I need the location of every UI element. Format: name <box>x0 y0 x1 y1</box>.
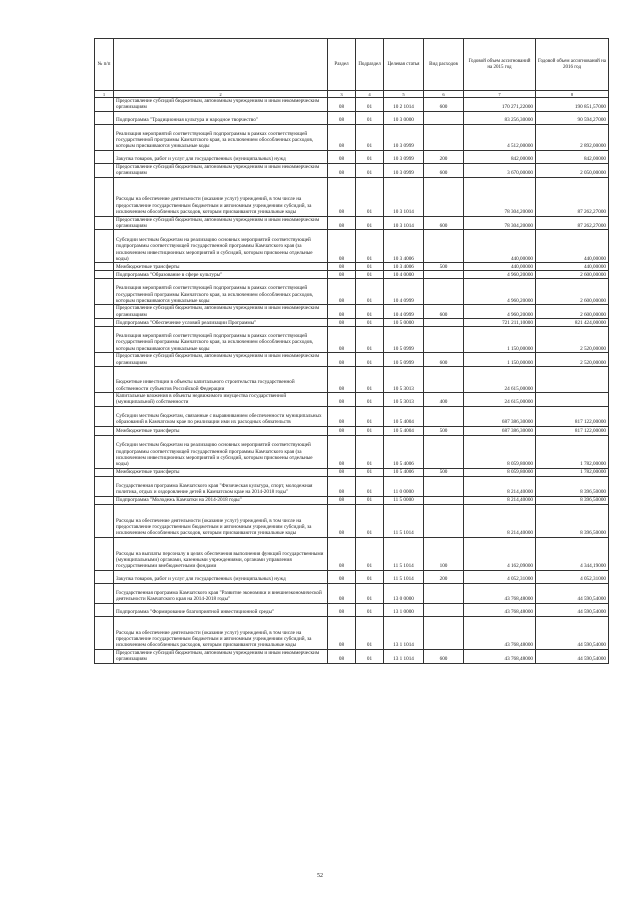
row-name-cell: Предоставление субсидий бюджетным, автономным учреждениям и иным некоммерческим организациям <box>114 649 328 663</box>
row-name-cell: Предоставление субсидий бюджетным, автономным учреждениям и иным некоммерческим организациям <box>114 353 328 367</box>
row-name-cell: Субсидии местным бюджетам на реализацию основных мероприятий соответствующей подпрограммы соответствующей государственной программы Камчатского края (за исключением инвестиционных мероприятий и субсидий, которым присвоены отдельные коды) <box>114 435 328 468</box>
row-2015-cell: 842,00000 <box>464 150 536 163</box>
row-vid-cell: 600 <box>424 353 464 367</box>
row-num-cell <box>95 124 114 150</box>
row-podrazdel-cell: 01 <box>356 271 384 279</box>
row-razdel-cell: 08 <box>328 163 356 177</box>
row-vid-cell: 600 <box>424 98 464 112</box>
table-row <box>95 649 609 663</box>
row-vid-cell <box>424 319 464 327</box>
row-razdel-cell: 08 <box>328 616 356 649</box>
row-podrazdel-cell: 01 <box>356 216 384 230</box>
row-vid-cell <box>424 406 464 426</box>
row-vid-cell <box>424 111 464 124</box>
row-2016-cell: 44 590,54000 <box>536 603 609 616</box>
row-num-cell <box>95 570 114 583</box>
row-num-cell <box>95 163 114 177</box>
row-podrazdel-cell: 01 <box>356 504 384 537</box>
row-razdel-cell: 08 <box>328 305 356 319</box>
row-tselevaya-cell: 10 4 0000 <box>384 271 424 279</box>
row-razdel-cell: 08 <box>328 327 356 353</box>
row-name-cell: Межбюджетные трансферты <box>114 263 328 271</box>
row-razdel-cell: 08 <box>328 468 356 476</box>
header-tselevaya: Целевая статья <box>384 39 424 91</box>
row-razdel-cell: 08 <box>328 111 356 124</box>
row-num-cell <box>95 649 114 663</box>
row-tselevaya-cell: 11 5 1014 <box>384 570 424 583</box>
row-2015-cell: 440,00000 <box>464 263 536 271</box>
row-razdel-cell: 08 <box>328 583 356 603</box>
row-name-cell: Реализация мероприятий соответствующей подпрограммы в рамках соответствующей государственной программы Камчатского края, за исключением обособленных расходов, которым присваиваются уникальные коды <box>114 279 328 305</box>
row-name-cell: Бюджетные инвестиции в объекты капитального строительства государственной собственности субъектов Российской Федерации <box>114 367 328 393</box>
row-2015-cell: 3 670,00000 <box>464 163 536 177</box>
row-tselevaya-cell: 13 1 1014 <box>384 616 424 649</box>
row-2015-cell: 440,00000 <box>464 230 536 263</box>
row-2016-cell: 190 851,57000 <box>536 98 609 112</box>
row-razdel-cell: 08 <box>328 279 356 305</box>
row-2015-cell: 78 304,20000 <box>464 177 536 216</box>
row-podrazdel-cell: 01 <box>356 98 384 112</box>
row-podrazdel-cell: 01 <box>356 537 384 570</box>
row-podrazdel-cell: 01 <box>356 263 384 271</box>
row-vid-cell <box>424 327 464 353</box>
table-row <box>95 279 609 305</box>
header-razdel: Раздел <box>328 39 356 91</box>
row-tselevaya-cell: 13 0 0000 <box>384 583 424 603</box>
row-podrazdel-cell: 01 <box>356 230 384 263</box>
row-vid-cell: 500 <box>424 263 464 271</box>
row-num-cell <box>95 603 114 616</box>
row-2016-cell: 2 050,00000 <box>536 163 609 177</box>
row-2015-cell: 8 059,80000 <box>464 435 536 468</box>
row-2016-cell: 8 396,50000 <box>536 476 609 496</box>
row-podrazdel-cell: 01 <box>356 468 384 476</box>
row-tselevaya-cell: 10 4 0999 <box>384 279 424 305</box>
table-row <box>95 504 609 537</box>
table-header-row <box>95 39 609 91</box>
row-vid-cell <box>424 367 464 393</box>
row-tselevaya-cell: 11 0 0000 <box>384 476 424 496</box>
row-2016-cell: 2 600,00000 <box>536 279 609 305</box>
row-vid-cell: 500 <box>424 468 464 476</box>
row-podrazdel-cell: 01 <box>356 406 384 426</box>
row-name-cell: Расходы на обеспечение деятельности (оказание услуг) учреждений, в том числе на предоставление государственным бюджетным и автономным учреждениям субсидий, за исключением обособленных расходов, которым присваиваются уникальные коды <box>114 504 328 537</box>
row-podrazdel-cell: 01 <box>356 496 384 504</box>
column-number: 1 <box>95 91 114 98</box>
row-num-cell <box>95 435 114 468</box>
table-row <box>95 305 609 319</box>
header-2015: Годовой объем ассигнований на 2015 год <box>464 39 536 91</box>
row-vid-cell <box>424 476 464 496</box>
column-number: 8 <box>536 91 609 98</box>
row-num-cell <box>95 111 114 124</box>
row-num-cell <box>95 279 114 305</box>
row-tselevaya-cell: 10 3 1014 <box>384 177 424 216</box>
row-vid-cell: 600 <box>424 649 464 663</box>
row-2016-cell: 2 600,00000 <box>536 271 609 279</box>
row-razdel-cell: 08 <box>328 150 356 163</box>
row-vid-cell: 200 <box>424 150 464 163</box>
row-tselevaya-cell: 13 1 0000 <box>384 603 424 616</box>
row-2016-cell: 817 122,00000 <box>536 406 609 426</box>
row-vid-cell <box>424 435 464 468</box>
row-razdel-cell: 08 <box>328 504 356 537</box>
row-vid-cell <box>424 124 464 150</box>
table-row <box>95 177 609 216</box>
column-number: 5 <box>384 91 424 98</box>
row-name-cell: Предоставление субсидий бюджетным, автономным учреждениям и иным некоммерческим организациям <box>114 98 328 112</box>
row-tselevaya-cell: 11 5 1014 <box>384 537 424 570</box>
table-row <box>95 367 609 393</box>
row-2016-cell: 87 262,27000 <box>536 216 609 230</box>
row-vid-cell <box>424 603 464 616</box>
row-2015-cell: 687 386,30000 <box>464 406 536 426</box>
row-vid-cell: 200 <box>424 570 464 583</box>
row-razdel-cell: 08 <box>328 263 356 271</box>
row-2015-cell: 4 960,20000 <box>464 271 536 279</box>
row-vid-cell: 600 <box>424 163 464 177</box>
row-2015-cell: 43 768,48000 <box>464 583 536 603</box>
row-num-cell <box>95 327 114 353</box>
row-podrazdel-cell: 01 <box>356 111 384 124</box>
row-2016-cell: 4 344,19000 <box>536 537 609 570</box>
row-num-cell <box>95 476 114 496</box>
row-name-cell: Государственная программа Камчатского края "Развитие экономики и внешнеэкономической деятельности Камчатского края на 2014-2018 годы" <box>114 583 328 603</box>
row-2016-cell: 4 052,31000 <box>536 570 609 583</box>
row-podrazdel-cell: 01 <box>356 353 384 367</box>
table-row <box>95 319 609 327</box>
row-2015-cell: 8 059,80000 <box>464 468 536 476</box>
table-row <box>95 616 609 649</box>
row-vid-cell <box>424 271 464 279</box>
row-2015-cell: 8 214,40000 <box>464 496 536 504</box>
row-2015-cell: 43 768,48000 <box>464 603 536 616</box>
table-row <box>95 537 609 570</box>
header-name <box>114 39 328 91</box>
row-name-cell: Субсидии местным бюджетам, связанные с выравниванием обеспеченности муниципальных образований в Камчатском крае по реализации ими их расходных обязательств <box>114 406 328 426</box>
row-2016-cell: 2 892,00000 <box>536 124 609 150</box>
table-row <box>95 393 609 407</box>
header-podrazdel: Подраздел <box>356 39 384 91</box>
row-podrazdel-cell: 01 <box>356 426 384 435</box>
row-podrazdel-cell: 01 <box>356 583 384 603</box>
row-2015-cell: 4 512,00000 <box>464 124 536 150</box>
row-2016-cell: 842,00000 <box>536 150 609 163</box>
row-num-cell <box>95 468 114 476</box>
table-row <box>95 98 609 112</box>
row-2016-cell: 2 520,00000 <box>536 327 609 353</box>
row-vid-cell <box>424 583 464 603</box>
row-razdel-cell: 08 <box>328 124 356 150</box>
row-podrazdel-cell: 01 <box>356 603 384 616</box>
table-row <box>95 570 609 583</box>
row-2015-cell: 8 214,40000 <box>464 504 536 537</box>
row-2015-cell: 24 615,00000 <box>464 367 536 393</box>
row-num-cell <box>95 583 114 603</box>
row-razdel-cell: 08 <box>328 570 356 583</box>
row-2016-cell: 44 590,54000 <box>536 616 609 649</box>
row-num-cell <box>95 504 114 537</box>
row-num-cell <box>95 353 114 367</box>
row-tselevaya-cell: 10 3 0999 <box>384 163 424 177</box>
row-2016-cell: 1 782,00000 <box>536 435 609 468</box>
row-2016-cell: 90 594,27000 <box>536 111 609 124</box>
row-podrazdel-cell: 01 <box>356 476 384 496</box>
row-name-cell: Расходы на выплаты персоналу в целях обеспечения выполнения функций государственными (муниципальными) органами, казенными учреждениями, органами управления государственными внебюджетными фондами <box>114 537 328 570</box>
row-razdel-cell: 08 <box>328 319 356 327</box>
row-num-cell <box>95 263 114 271</box>
row-vid-cell: 100 <box>424 537 464 570</box>
row-name-cell: Закупка товаров, работ и услуг для государственных (муниципальных) нужд <box>114 150 328 163</box>
row-num-cell <box>95 496 114 504</box>
row-2015-cell: 4 162,09000 <box>464 537 536 570</box>
row-tselevaya-cell: 10 5 0999 <box>384 353 424 367</box>
row-tselevaya-cell: 10 5 0000 <box>384 319 424 327</box>
row-tselevaya-cell: 10 5 3013 <box>384 393 424 407</box>
row-razdel-cell: 08 <box>328 367 356 393</box>
row-2015-cell: 1 150,00000 <box>464 327 536 353</box>
row-num-cell <box>95 393 114 407</box>
row-podrazdel-cell: 01 <box>356 124 384 150</box>
row-name-cell: Предоставление субсидий бюджетным, автономным учреждениям и иным некоммерческим организациям <box>114 305 328 319</box>
row-tselevaya-cell: 10 3 0000 <box>384 111 424 124</box>
row-name-cell: Закупка товаров, работ и услуг для государственных (муниципальных) нужд <box>114 570 328 583</box>
row-2016-cell: 87 262,27000 <box>536 177 609 216</box>
column-number: 6 <box>424 91 464 98</box>
row-razdel-cell: 08 <box>328 406 356 426</box>
row-name-cell: Предоставление субсидий бюджетным, автономным учреждениям и иным некоммерческим организациям <box>114 163 328 177</box>
row-name-cell: Государственная программа Камчатского края "Физическая культура, спорт, молодежная политика, отдых и оздоровление детей в Камчатском крае на 2014-2018 годы" <box>114 476 328 496</box>
table-row <box>95 583 609 603</box>
table-row <box>95 327 609 353</box>
row-2016-cell: 44 590,54000 <box>536 649 609 663</box>
row-podrazdel-cell: 01 <box>356 327 384 353</box>
row-razdel-cell: 08 <box>328 271 356 279</box>
table-row <box>95 230 609 263</box>
row-tselevaya-cell: 10 3 1014 <box>384 216 424 230</box>
row-2016-cell: 2 520,00000 <box>536 353 609 367</box>
row-num-cell <box>95 367 114 393</box>
row-2016-cell: 8 396,50000 <box>536 496 609 504</box>
table-row <box>95 476 609 496</box>
column-number: 4 <box>356 91 384 98</box>
table-row <box>95 216 609 230</box>
row-tselevaya-cell: 10 5 4004 <box>384 426 424 435</box>
table-row <box>95 124 609 150</box>
row-2015-cell: 721 211,10000 <box>464 319 536 327</box>
row-razdel-cell: 08 <box>328 435 356 468</box>
header-num: № п/п <box>95 39 114 91</box>
row-2015-cell: 83 256,30000 <box>464 111 536 124</box>
table-row <box>95 496 609 504</box>
row-vid-cell <box>424 504 464 537</box>
row-name-cell: Подпрограмма "Обеспечение условий реализации Программы" <box>114 319 328 327</box>
row-2015-cell: 8 214,40000 <box>464 476 536 496</box>
row-podrazdel-cell: 01 <box>356 319 384 327</box>
row-2015-cell: 78 304,20000 <box>464 216 536 230</box>
row-num-cell <box>95 216 114 230</box>
row-podrazdel-cell: 01 <box>356 435 384 468</box>
row-podrazdel-cell: 01 <box>356 367 384 393</box>
row-num-cell <box>95 98 114 112</box>
row-razdel-cell: 08 <box>328 496 356 504</box>
row-num-cell <box>95 150 114 163</box>
row-vid-cell: 600 <box>424 216 464 230</box>
row-podrazdel-cell: 01 <box>356 649 384 663</box>
row-tselevaya-cell: 11 5 1014 <box>384 504 424 537</box>
row-podrazdel-cell: 01 <box>356 163 384 177</box>
table-body <box>95 98 609 664</box>
header-vid: Вид расходов <box>424 39 464 91</box>
row-razdel-cell: 08 <box>328 353 356 367</box>
row-num-cell <box>95 616 114 649</box>
row-podrazdel-cell: 01 <box>356 279 384 305</box>
row-num-cell <box>95 177 114 216</box>
row-tselevaya-cell: 10 3 0999 <box>384 150 424 163</box>
row-2016-cell <box>536 393 609 407</box>
row-2016-cell: 821 424,00000 <box>536 319 609 327</box>
column-number: 7 <box>464 91 536 98</box>
row-name-cell: Межбюджетные трансферты <box>114 468 328 476</box>
row-tselevaya-cell: 10 5 3013 <box>384 367 424 393</box>
row-name-cell: Подпрограмма "Традиционная культура и народное творчество" <box>114 111 328 124</box>
table-row <box>95 271 609 279</box>
row-2015-cell: 4 960,20000 <box>464 279 536 305</box>
row-tselevaya-cell: 10 5 4006 <box>384 468 424 476</box>
row-2016-cell <box>536 367 609 393</box>
row-num-cell <box>95 537 114 570</box>
row-name-cell: Подпрограмма "Образование в сфере культуры" <box>114 271 328 279</box>
row-tselevaya-cell: 13 1 1014 <box>384 649 424 663</box>
row-podrazdel-cell: 01 <box>356 570 384 583</box>
row-podrazdel-cell: 01 <box>356 150 384 163</box>
row-razdel-cell: 08 <box>328 230 356 263</box>
row-podrazdel-cell: 01 <box>356 177 384 216</box>
row-tselevaya-cell: 11 5 0000 <box>384 496 424 504</box>
row-name-cell: Реализация мероприятий соответствующей подпрограммы в рамках соответствующей государственной программы Камчатского края, за исключением обособленных расходов, которым присваиваются уникальные коды <box>114 327 328 353</box>
row-vid-cell <box>424 177 464 216</box>
row-name-cell: Расходы на обеспечение деятельности (оказание услуг) учреждений, в том числе на предоставление государственным бюджетным и автономным учреждениям субсидий, за исключением обособленных расходов, которым присваиваются уникальные коды <box>114 616 328 649</box>
row-tselevaya-cell: 10 3 0999 <box>384 124 424 150</box>
row-vid-cell: 500 <box>424 426 464 435</box>
column-numbers-row <box>95 91 609 98</box>
row-2015-cell: 4 960,20000 <box>464 305 536 319</box>
row-2016-cell: 817 122,00000 <box>536 426 609 435</box>
row-tselevaya-cell: 10 3 4006 <box>384 263 424 271</box>
row-vid-cell <box>424 230 464 263</box>
row-vid-cell <box>424 616 464 649</box>
row-podrazdel-cell: 01 <box>356 616 384 649</box>
table-row <box>95 603 609 616</box>
row-2015-cell: 24 615,00000 <box>464 393 536 407</box>
row-razdel-cell: 08 <box>328 476 356 496</box>
column-number: 2 <box>114 91 328 98</box>
row-vid-cell <box>424 279 464 305</box>
row-2015-cell: 1 150,00000 <box>464 353 536 367</box>
table-row <box>95 150 609 163</box>
row-razdel-cell: 08 <box>328 216 356 230</box>
row-2016-cell: 440,00000 <box>536 263 609 271</box>
row-num-cell <box>95 426 114 435</box>
table-row <box>95 426 609 435</box>
row-vid-cell: 600 <box>424 305 464 319</box>
header-2016: Годовой объем ассигнований на 2016 год <box>536 39 609 91</box>
row-num-cell <box>95 406 114 426</box>
row-tselevaya-cell: 10 3 4006 <box>384 230 424 263</box>
table-row <box>95 163 609 177</box>
table-row <box>95 468 609 476</box>
row-num-cell <box>95 271 114 279</box>
row-name-cell: Подпрограмма "Формирование благоприятной инвестиционной среды" <box>114 603 328 616</box>
row-2015-cell: 43 768,48000 <box>464 616 536 649</box>
row-num-cell <box>95 319 114 327</box>
row-2016-cell: 8 396,50000 <box>536 504 609 537</box>
row-tselevaya-cell: 10 5 4006 <box>384 435 424 468</box>
table-row <box>95 263 609 271</box>
row-2015-cell: 43 768,48000 <box>464 649 536 663</box>
row-num-cell <box>95 305 114 319</box>
row-2015-cell: 170 271,22000 <box>464 98 536 112</box>
row-razdel-cell: 08 <box>328 603 356 616</box>
row-razdel-cell: 08 <box>328 426 356 435</box>
row-2015-cell: 687 386,30000 <box>464 426 536 435</box>
row-name-cell: Подпрограмма "Молодежь Камчатки на 2014-2018 годы" <box>114 496 328 504</box>
row-tselevaya-cell: 10 4 0999 <box>384 305 424 319</box>
row-tselevaya-cell: 10 2 1014 <box>384 98 424 112</box>
row-razdel-cell: 08 <box>328 177 356 216</box>
row-vid-cell: 400 <box>424 393 464 407</box>
row-podrazdel-cell: 01 <box>356 393 384 407</box>
row-name-cell: Межбюджетные трансферты <box>114 426 328 435</box>
column-number: 3 <box>328 91 356 98</box>
row-razdel-cell: 08 <box>328 649 356 663</box>
row-name-cell: Реализация мероприятий соответствующей подпрограммы в рамках соответствующей государственной программы Камчатского края, за исключением обособленных расходов, которым присваиваются уникальные коды <box>114 124 328 150</box>
row-2016-cell: 2 600,00000 <box>536 305 609 319</box>
table-row <box>95 406 609 426</box>
row-2015-cell: 4 052,31000 <box>464 570 536 583</box>
row-num-cell <box>95 230 114 263</box>
table-row <box>95 111 609 124</box>
page-number: 52 <box>317 873 323 879</box>
document-page <box>94 38 608 664</box>
row-vid-cell <box>424 496 464 504</box>
row-name-cell: Капитальные вложения в объекты недвижимого имущества государственной (муниципальной) собственности <box>114 393 328 407</box>
row-razdel-cell: 08 <box>328 393 356 407</box>
table-row <box>95 353 609 367</box>
row-razdel-cell: 08 <box>328 98 356 112</box>
table-row <box>95 435 609 468</box>
row-name-cell: Субсидии местным бюджетам на реализацию основных мероприятий соответствующей подпрограммы соответствующей государственной программы Камчатского края (за исключением инвестиционных мероприятий и субсидий, которым присвоены отдельные коды) <box>114 230 328 263</box>
row-podrazdel-cell: 01 <box>356 305 384 319</box>
row-tselevaya-cell: 10 5 4004 <box>384 406 424 426</box>
row-tselevaya-cell: 10 5 0999 <box>384 327 424 353</box>
row-2016-cell: 44 590,54000 <box>536 583 609 603</box>
row-razdel-cell: 08 <box>328 537 356 570</box>
row-2016-cell: 1 782,00000 <box>536 468 609 476</box>
row-name-cell: Предоставление субсидий бюджетным, автономным учреждениям и иным некоммерческим организациям <box>114 216 328 230</box>
budget-table <box>94 38 609 664</box>
row-2016-cell: 440,00000 <box>536 230 609 263</box>
row-name-cell: Расходы на обеспечение деятельности (оказание услуг) учреждений, в том числе на предоставление государственным бюджетным и автономным учреждениям субсидий, за исключением обособленных расходов, которым присваиваются уникальные коды <box>114 177 328 216</box>
